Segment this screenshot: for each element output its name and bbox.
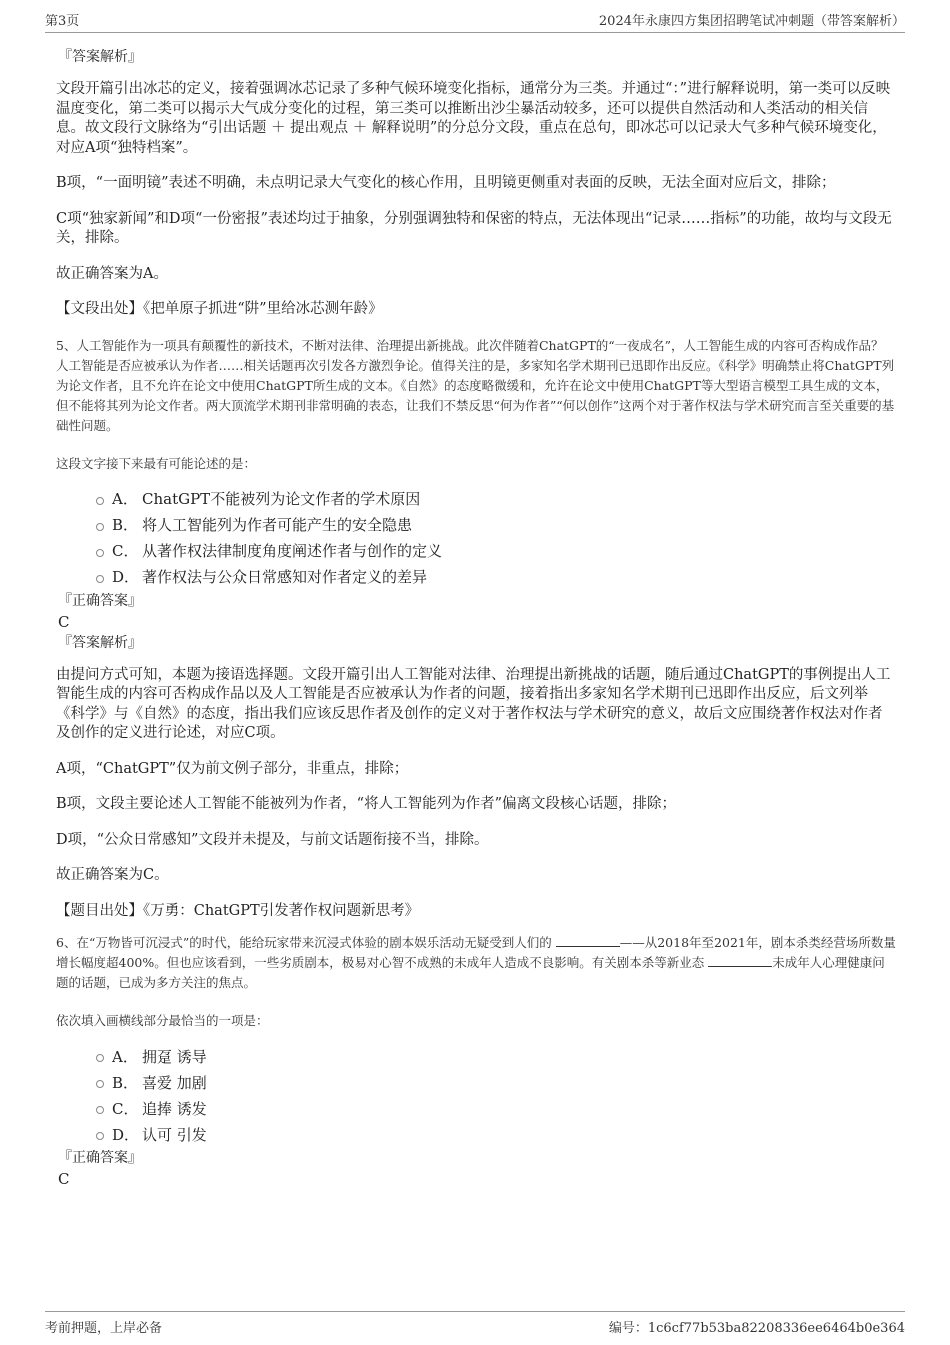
option-text: 认可 引发 [142,1125,207,1144]
radio-icon[interactable] [96,1080,104,1088]
question-stem [56,933,896,993]
analysis-paragraph: B项，文段主要论述人工智能不能被列为作者，“将人工智能列为作者”偏离文段核心话题，排除； [56,796,676,812]
option-list [96,486,896,590]
analysis-paragraph: A项，“ChatGPT”仅为前文例子部分，非重点，排除； [56,760,409,777]
radio-icon[interactable] [96,523,104,531]
option-text: 拥趸 诱导 [142,1047,207,1066]
analysis-paragraph: D项，“公众日常感知”文段并未提及，与前文话题衔接不当，排除。 [56,831,489,848]
fill-blank [708,954,772,967]
page-number: 第3页 [45,14,80,29]
option-a[interactable] [96,1043,896,1069]
stem-part: ——从2018年至2021年，剧本杀类经营场所数量增长幅度超400%。但也应该看到，一些劣质剧本，极易对心智不成熟的未成年人造成不良影响。有关剧本杀等新业态 [56,935,896,970]
option-c[interactable] [96,1095,896,1121]
option-letter: A． [112,1047,138,1066]
option-letter: D． [112,1125,140,1144]
option-d[interactable] [96,564,896,590]
page-content [56,46,896,1189]
radio-icon[interactable] [96,549,104,557]
document-id: 编号：1c6cf77b53ba82208336ee6464b0e364 [608,1321,905,1336]
option-b[interactable] [96,1069,896,1095]
option-letter: B． [112,1073,139,1092]
analysis-paragraph: C项“独家新闻”和D项“一份密报”表述均过于抽象，分别强调独特和保密的特点，无法体现出“记录……指标”的功能，故均与文段无关，排除。 [56,210,892,246]
option-c[interactable] [96,538,896,564]
option-b[interactable] [96,512,896,538]
radio-icon[interactable] [96,1054,104,1062]
option-letter: B． [112,516,139,534]
option-d[interactable] [96,1121,896,1147]
question-stem: 5、人工智能作为一项具有颠覆性的新技术，不断对法律、治理提出新挑战。此次伴随着ChatGPT的“一夜成名”，人工智能生成的内容可否构成作品？人工智能是否应被承认为作者……相关话题再次引发各方激烈争论。值得关注的是，多家知名学术期刊已迅即作出反应。《科学》明确禁止将ChatGPT列为论文作者，且不允许在论文中使用ChatGPT所生成的文本。《自然》的态度略微缓和，允许在论文中使用ChatGPT等大型语言模型工具生成的文本，但不能将其列为论文作者。两大顶流学术期刊非常明确的表态，让我们不禁反思“何为作者”“何以创作”这两个对于著作权法与学术研究而言至关重要的基础性问题。 [56,337,895,433]
option-list [96,1043,896,1147]
radio-icon[interactable] [96,1106,104,1114]
footer-slogan: 考前押题，上岸必备 [45,1321,163,1336]
analysis-paragraph: 文段开篇引出冰芯的定义，接着强调冰芯记录了多种气候环境变化指标，通常分为三类。并通过“：”进行解释说明，第一类可以反映温度变化，第二类可以揭示大气成分变化的过程，第三类可以推断出沙尘暴活动较多，还可以提供自然活动和人类活动的相关信息。故文段行文脉络为“引出话题 ＋ 提出观点 ＋ 解释说明”的分总分文段，重点在总句，即冰芯可以记录大气多种气候环境变化，对应A项“独特档案”。 [56,81,891,156]
option-letter: A． [112,490,138,508]
analysis-paragraph: B项，“一面明镜”表述不明确，未点明记录大气变化的核心作用，且明镜更侧重对表面的反映，无法全面对应后文，排除； [56,175,836,191]
source-citation: 【文段出处】《把单原子抓进“阱”里给冰芯测年龄》 [56,301,383,317]
radio-icon[interactable] [96,575,104,583]
answer-statement: 故正确答案为A。 [56,265,168,282]
analysis-paragraph: 由提问方式可知，本题为接语选择题。文段开篇引出人工智能对法律、治理提出新挑战的话题，随后通过ChatGPT的事例提出人工智能生成的内容可否构成作品以及人工智能是否应被承认为作者的问题，接着指出多家知名学术期刊已迅即作出反应，后文列举《科学》与《自然》的态度，指出我们应该反思作者及创作的定义对于著作权法与学术研究的意义，故后文应围绕著作权法对作者及创作的定义进行论述，对应C项。 [56,666,891,741]
page-footer [45,1311,905,1336]
question-prompt: 这段文字接下来最有可能论述的是： [56,455,257,471]
correct-answer-label: 『正确答案』 [58,1150,142,1166]
answer-statement: 故正确答案为C。 [56,867,169,883]
correct-answer: C [58,612,70,631]
option-text: 喜爱 加剧 [142,1073,207,1092]
option-text: 追捧 诱发 [142,1099,207,1118]
page-header [45,10,905,33]
option-a[interactable] [96,486,896,512]
option-text: ChatGPT不能被列为论文作者的学术原因 [142,490,421,508]
option-text: 著作权法与公众日常感知对作者定义的差异 [142,568,428,586]
correct-answer: C [58,1170,70,1188]
option-letter: C． [112,1099,139,1118]
analysis-label: 『答案解析』 [58,634,142,651]
document-title: 2024年永康四方集团招聘笔试冲刺题（带答案解析） [598,14,905,29]
stem-part: 6、在“万物皆可沉浸式”的时代，能给玩家带来沉浸式体验的剧本娱乐活动无疑受到人们的 [56,935,552,950]
option-letter: C． [112,542,139,560]
analysis-label: 『答案解析』 [58,49,142,65]
radio-icon[interactable] [96,1132,104,1140]
question-prompt: 依次填入画横线部分最恰当的一项是： [56,1013,269,1028]
correct-answer-label: 『正确答案』 [58,592,142,609]
source-citation: 【题目出处】《万勇：ChatGPT引发著作权问题新思考》 [56,902,420,919]
option-text: 将人工智能列为作者可能产生的安全隐患 [142,516,413,534]
radio-icon[interactable] [96,497,104,505]
option-text: 从著作权法律制度角度阐述作者与创作的定义 [142,542,443,560]
stem-part: 未成年人心理健康问题的话题，已成为多方关注的焦点。 [56,955,885,990]
option-letter: D． [112,568,140,586]
fill-blank [556,934,620,947]
